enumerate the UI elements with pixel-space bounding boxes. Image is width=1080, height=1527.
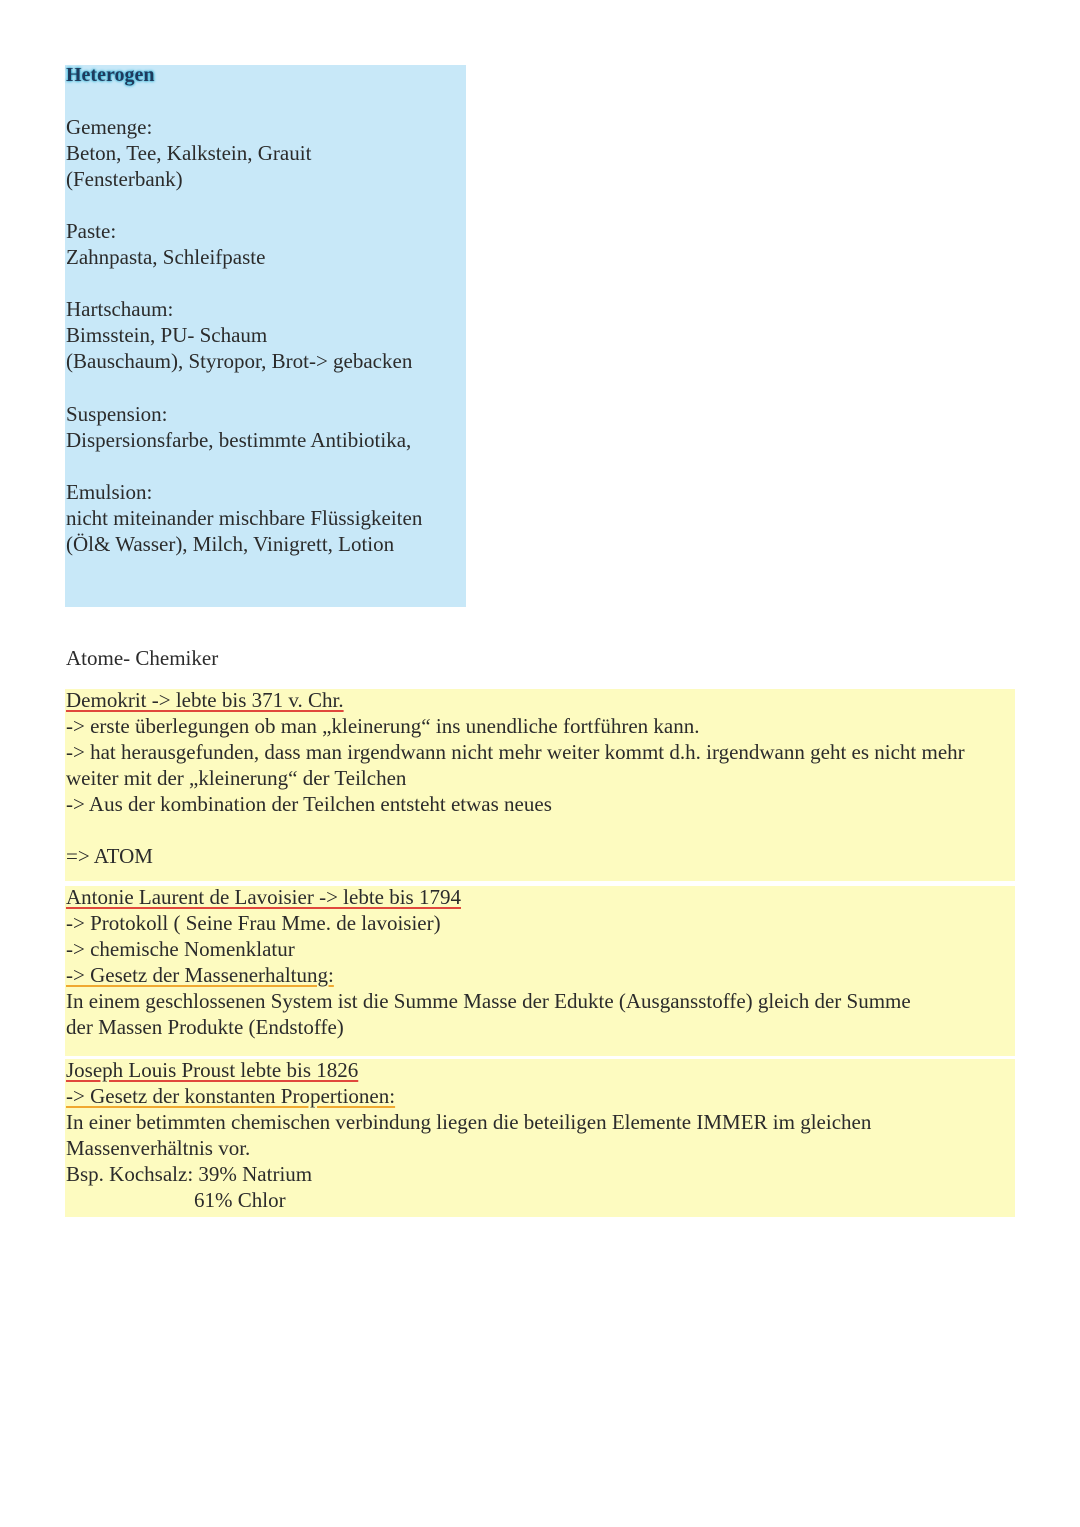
hartschaum-label: Hartschaum: bbox=[66, 297, 174, 321]
lavoisier-line-2: -> chemische Nomenklatur bbox=[66, 937, 295, 961]
hartschaum-line-2: (Bauschaum), Styropor, Brot-> gebacken bbox=[66, 349, 413, 373]
proust-title-text: Joseph Louis Proust lebte bis 1826 bbox=[66, 1058, 359, 1082]
lavoisier-line-4: In einem geschlossenen System ist die Summe Masse der Edukte (Ausgansstoffe) gleich der Summe bbox=[66, 989, 911, 1013]
proust-line-5: 61% Chlor bbox=[194, 1188, 286, 1212]
lavoisier-line-3 bbox=[66, 962, 334, 988]
emulsion-line-1: nicht miteinander mischbare Flüssigkeiten bbox=[66, 506, 423, 530]
paste-line-1: Zahnpasta, Schleifpaste bbox=[66, 245, 266, 269]
heterogen-title: Heterogen bbox=[66, 64, 155, 86]
demokrit-title bbox=[66, 687, 344, 713]
proust-line-4: Bsp. Kochsalz: 39% Natrium bbox=[66, 1162, 313, 1186]
gemenge-label: Gemenge: bbox=[66, 115, 153, 139]
lavoisier-line-3-text: -> Gesetz der Massenerhaltung: bbox=[66, 963, 334, 987]
lavoisier-title-text: Antonie Laurent de Lavoisier -> lebte bis 1794 bbox=[66, 885, 461, 909]
emulsion-line-2: (Öl& Wasser), Milch, Vinigrett, Lotion bbox=[66, 532, 395, 556]
demokrit-line-2: -> hat herausgefunden, dass man irgendwann nicht mehr weiter kommt d.h. irgendwann geht es nicht mehr bbox=[66, 740, 965, 764]
demokrit-line-4: -> Aus der kombination der Teilchen entsteht etwas neues bbox=[66, 792, 552, 816]
lavoisier-title bbox=[66, 884, 461, 910]
gemenge-line-2: (Fensterbank) bbox=[66, 167, 183, 191]
lavoisier-line-5: der Massen Produkte (Endstoffe) bbox=[66, 1015, 344, 1039]
demokrit-line-3: weiter mit der „kleinerung“ der Teilchen bbox=[66, 766, 407, 790]
demokrit-line-5: => ATOM bbox=[66, 844, 153, 868]
demokrit-line-1: -> erste überlegungen ob man „kleinerung“ ins unendliche fortführen kann. bbox=[66, 714, 700, 738]
proust-line-1 bbox=[66, 1083, 395, 1109]
lavoisier-line-1: -> Protokoll ( Seine Frau Mme. de lavoisier) bbox=[66, 911, 441, 935]
proust-title bbox=[66, 1057, 358, 1083]
paste-label: Paste: bbox=[66, 219, 117, 243]
chemiker-heading: Atome- Chemiker bbox=[66, 646, 219, 670]
proust-line-3: Massenverhältnis vor. bbox=[66, 1136, 251, 1160]
proust-line-1-text: -> Gesetz der konstanten Propertionen: bbox=[66, 1084, 396, 1108]
proust-line-2: In einer betimmten chemischen verbindung liegen die beteiligen Elemente IMMER im gleichen bbox=[66, 1110, 872, 1134]
demokrit-title-text: Demokrit -> lebte bis 371 v. Chr. bbox=[66, 688, 344, 712]
emulsion-label: Emulsion: bbox=[66, 480, 153, 504]
gemenge-line-1: Beton, Tee, Kalkstein, Grauit bbox=[66, 141, 312, 165]
suspension-label: Suspension: bbox=[66, 402, 168, 426]
suspension-line-1: Dispersionsfarbe, bestimmte Antibiotika, bbox=[66, 428, 412, 452]
hartschaum-line-1: Bimsstein, PU- Schaum bbox=[66, 323, 268, 347]
